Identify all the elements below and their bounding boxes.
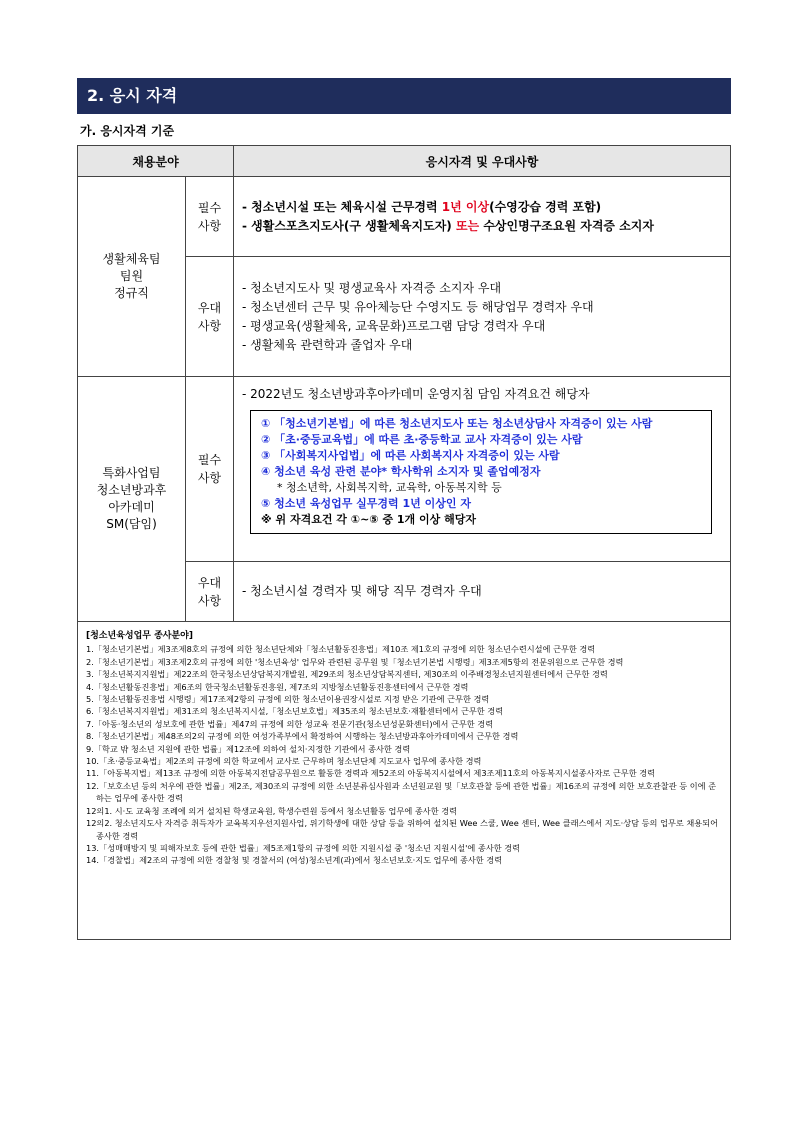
required-content: - 2022년도 청소년방과후아카데미 운영지침 담임 자격요건 해당자 ① 「청소년기본법」에 따른 청소년지도사 또는 청소년상담사 자격증이 있는 사람 ② 「초·중등교육법」에 따른 초·중등학교 교사 자격증이 있는 사람 ③ 「사회복지사업법」에 따른 사회복지사 자격증이 있는 사람 ④ 청소년 육성 관련 분야* 학사학위 소지자 및 졸업예정자 * 청소년학, 사회복지학, 교육학, 아동복지학 등 ⑤ 청소년 육성업무 실무경력 1년 이상인 자 ※ 위 자격요건 각 ①~⑤ 중 1개 이상 해당자	[234, 377, 731, 562]
note-item: 3.「청소년복지지원법」제22조의 한국청소년상담복지개발원, 제29조의 청소년상담복지센터, 제30조의 이주배경청소년지원센터에서 근무한 경력	[86, 669, 608, 680]
qualification-table	[77, 145, 731, 622]
note-item: 10.「초·중등교육법」제2조의 규정에 의한 학교에서 교사로 근무하며 청소년단체 지도교사 업무에 종사한 경력	[86, 756, 482, 767]
category-cell: 특화사업팀 청소년방과후 아카데미 SM(담임)	[78, 377, 186, 622]
qualification-box: ① 「청소년기본법」에 따른 청소년지도사 또는 청소년상담사 자격증이 있는 사람 ② 「초·중등교육법」에 따른 초·중등학교 교사 자격증이 있는 사람 ③ 「사회복지사업법」에 따른 사회복지사 자격증이 있는 사람 ④ 청소년 육성 관련 분야* 학사학위 소지자 및 졸업예정자 * 청소년학, 사회복지학, 교육학, 아동복지학 등 ⑤ 청소년 육성업무 실무경력 1년 이상인 자 ※ 위 자격요건 각 ①~⑤ 중 1개 이상 해당자	[250, 410, 712, 534]
required-label: 필수 사항	[186, 377, 234, 562]
note-item: 7.「아동·청소년의 성보호에 관한 법률」제47의 규정에 의한 성교육 전문기관(청소년성문화센터)에서 근무한 경력	[86, 718, 494, 729]
header-qualification: 응시자격 및 우대사항	[234, 146, 731, 177]
note-item: 9.「학교 밖 청소년 지원에 관한 법률」제12조에 의하여 설치·지정한 기관에서 종사한 경력	[86, 743, 411, 754]
category-cell: 생활체육팀 팀원 정규직	[78, 177, 186, 377]
header-field: 채용분야	[78, 146, 234, 177]
note-item: 4.「청소년활동진흥법」제6조의 한국청소년활동진흥원, 제7조의 지방청소년활동진흥센터에서 근무한 경력	[86, 681, 469, 692]
table-row	[78, 377, 731, 562]
note-item: 1.「청소년기본법」제3조제8호의 규정에 의한 청소년단체와「청소년활동진흥법」제10조 제1호의 규정에 의한 청소년수련시설에 근무한 경력	[86, 644, 596, 655]
notes-title: [청소년육성업무 종사분야]	[86, 631, 193, 641]
preferred-label: 우대 사항	[186, 257, 234, 377]
required-label: 필수 사항	[186, 177, 234, 257]
section-title: 2. 응시 자격	[77, 78, 731, 114]
table-header-row	[78, 146, 731, 177]
preferred-content: - 청소년시설 경력자 및 해당 직무 경력자 우대	[234, 562, 731, 622]
note-item: 14.「경찰법」제2조의 규정에 의한 경찰청 및 경찰서의 (여성)청소년계(과)에서 청소년보호·지도 업무에 종사한 경력	[86, 855, 503, 866]
preferred-label: 우대 사항	[186, 562, 234, 622]
note-item: 11.「아동복지법」제13조 규정에 의한 아동복지전담공무원으로 활동한 경력과 제52조의 아동복지시설에서 제3조제11호의 아동복지시설종사자로 근무한 경력	[86, 768, 656, 779]
required-content: - 청소년시설 또는 체육시설 근무경력 1년 이상(수영강습 경력 포함) - 생활스포츠지도사(구 생활체육지도자) 또는 수상인명구조요원 자격증 소지자	[234, 177, 731, 257]
preferred-content: - 청소년지도사 및 평생교육사 자격증 소지자 우대 - 청소년센터 근무 및 유아체능단 수영지도 등 해당업무 경력자 우대 - 평생교육(생활체육, 교육문화)프로그램 담당 경력자 우대 - 생활체육 관련학과 졸업자 우대	[234, 257, 731, 377]
note-item: 2.「청소년기본법」제3조제2호의 규정에 의한 '청소년육성' 업무와 관련된 공무원 및「청소년기본법 시행령」제3조제5항의 전문위원으로 근무한 경력	[86, 656, 624, 667]
note-item: 8.「청소년기본법」제48조의2의 규정에 의한 여성가족부에서 확정하여 시행하는 청소년방과후아카데미에서 근무한 경력	[86, 731, 519, 742]
note-item: 12의2. 청소년지도사 자격증 취득자가 교육복지우선지원사업, 위기학생에 대한 상담 등을 위하여 설치된 Wee 스쿨, Wee 센터, Wee 클래스에서 지도·상담 등의 업무로 채용되어 종사한 경력	[86, 818, 719, 841]
note-item: 13.「성매매방지 및 피해자보호 등에 관한 법률」제5조제1항의 규정에 의한 지원시설 중 '청소년 지원시설'에 종사한 경력	[86, 842, 521, 853]
sub-title: 가. 응시자격 기준	[80, 124, 175, 138]
note-item: 12.「보호소년 등의 처우에 관한 법률」제2조, 제30조의 규정에 의한 소년분류심사원과 소년원교원 및「보호관찰 등에 관한 법률」제16조의 규정에 의한 보호관찰관 등 이에 준하는 업무에 종사한 경력	[86, 780, 717, 804]
table-row	[78, 177, 731, 257]
notes-box	[77, 622, 731, 940]
note-item: 5.「청소년활동진흥법 시행령」제17조제2항의 규정에 의한 청소년이용권장시설로 지정 받은 기관에 근무한 경력	[86, 694, 490, 705]
note-item: 6.「청소년복지지원법」제31조의 청소년복지시설,「청소년보호법」제35조의 청소년보호·재활센터에서 근무한 경력	[86, 706, 504, 717]
note-item: 12의1. 시·도 교육청 조례에 의거 설치된 학생교육원, 학생수련원 등에서 청소년활동 업무에 종사한 경력	[86, 805, 458, 816]
